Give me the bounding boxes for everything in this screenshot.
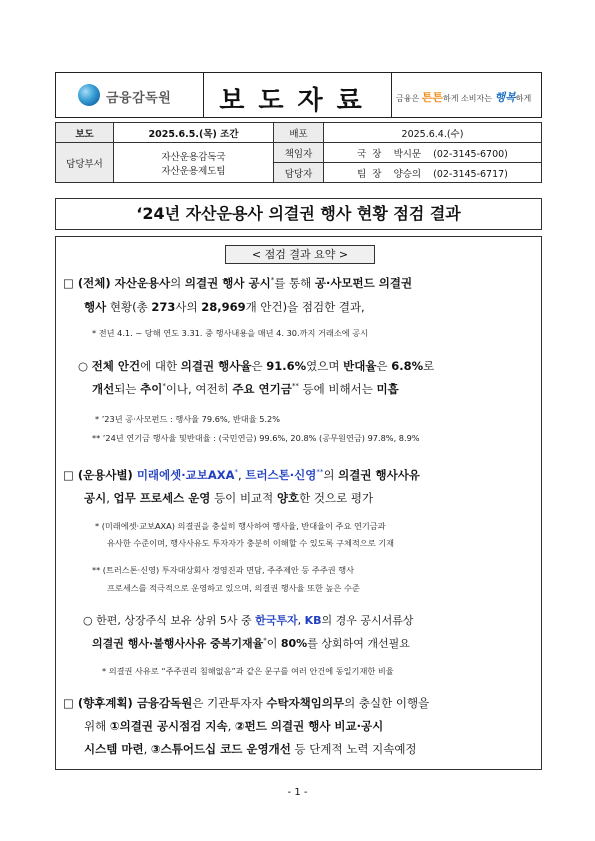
page-number: - 1 - [287,787,308,798]
s2-note2: ** ’24년 연기금 행사율 및반대율 : (국민연금) 99.6%, 20.8% (공무원연금) 97.8%, 8.9% [92,433,420,443]
slogan-suffix: 하게 [515,94,532,103]
dept-line1: 자산운용감독국 [161,151,226,163]
release-label: 보도 [56,123,114,143]
press-header [55,72,542,118]
s2-line2: 개선되는 추이*이나, 여전히 주요 연기금** 등에 비해서는 미흡 [92,382,399,396]
s1-line1: □ (전체) 자산운용사의 의결권 행사 공시*를 통해 공·사모펀드 의결권 [63,276,413,290]
s3-note2a: ** (트러스톤·신영) 투자대상회사 경영진과 면담, 주주제안 등 주주권 행사 [92,565,355,575]
slogan-mid: 하게 소비자는 [443,94,492,103]
responsible-value: 국 장 박시문 (02-3145-6700) [324,143,542,163]
s3-note2b: 프로세스를 적극적으로 운영하고 있으며, 의결권 행사율 또한 높은 수준 [107,583,360,593]
dept-line2: 자산운용제도팀 [161,165,226,177]
distribute-label: 배포 [274,123,324,143]
dept-label: 담당부서 [56,143,114,183]
release-info-table [55,122,542,183]
logo-area [56,73,204,117]
contact-value: 팀 장 양승의 (02-3145-6717) [324,163,542,183]
s2-line1: ○ 전체 안건에 대한 의결권 행사율은 91.6%였으며 반대율은 6.8%로 [78,359,435,373]
slogan-word2: 행복 [494,91,516,104]
title-area [204,73,392,117]
s5-line1: □ (향후계획) 금융감독원은 기관투자자 수탁자책임의무의 충실한 이행을 [63,696,430,710]
logo-text: 금융감독원 [106,91,172,106]
slogan [396,89,531,105]
responsible-label: 책임자 [274,143,324,163]
s5-line3: 시스템 마련, ③스튜어드십 코드 운영개선 등 단계적 노력 지속예정 [84,742,417,756]
summary-header: < 점검 결과 요약 > [225,245,375,264]
s3-line2: 공시, 업무 프로세스 운영 등이 비교적 양호한 것으로 평가 [84,491,374,505]
s4-line1: ○ 한편, 상장주식 보유 상위 5사 중 한국투자, KB의 경우 공시서류상 [83,614,414,627]
s5-line2: 위해 ①의결권 공시점검 지속, ②펀드 의결권 행사 비교·공시 [84,719,384,733]
dept-value [114,143,274,183]
distribute-value: 2025.6.4.(수) [324,123,542,143]
s3-line1: □ (운용사별) 미래에셋·교보AXA*, 트러스톤·신영**의 의결권 행사사유 [63,468,420,482]
release-value: 2025.6.5.(목) 조간 [114,123,274,143]
s4-line2: 의결권 행사·불행사사유 중복기재율*이 80%를 상회하여 개선필요 [92,636,410,650]
slogan-prefix: 금융은 [396,94,420,103]
press-release-title: 보도자료 [219,86,376,116]
contact-label: 담당자 [274,163,324,183]
s1-line2: 행사 현황(총 273사의 28,969개 안건)을 점검한 결과, [84,300,365,314]
slogan-area [392,73,543,117]
s4-note: * 의결권 사유로 “주주권리 침해없음”과 같은 문구를 여러 안건에 동일기재한 비율 [102,666,394,676]
slogan-word1: 튼튼 [421,91,443,104]
s1-note: * 전년 4.1. ~ 당해 연도 3.31. 중 행사내용을 매년 4. 30.까지 거래소에 공시 [92,328,369,338]
s3-note1a: * (미래에셋·교보AXA) 의결권을 충실히 행사하여 행사율, 반대율이 주요 연기금과 [95,521,386,531]
s2-note1: * ’23년 공·사모펀드 : 행사율 79.6%, 반대율 5.2% [95,414,281,424]
s3-note1b: 유사한 수준이며, 행사사유도 투자자가 충분히 이해할 수 있도록 구체적으로 기재 [107,538,395,548]
document-title: ‘24년 자산운용사 의결권 행사 현황 점검 결과 [55,198,542,230]
fss-globe-icon [78,84,100,106]
